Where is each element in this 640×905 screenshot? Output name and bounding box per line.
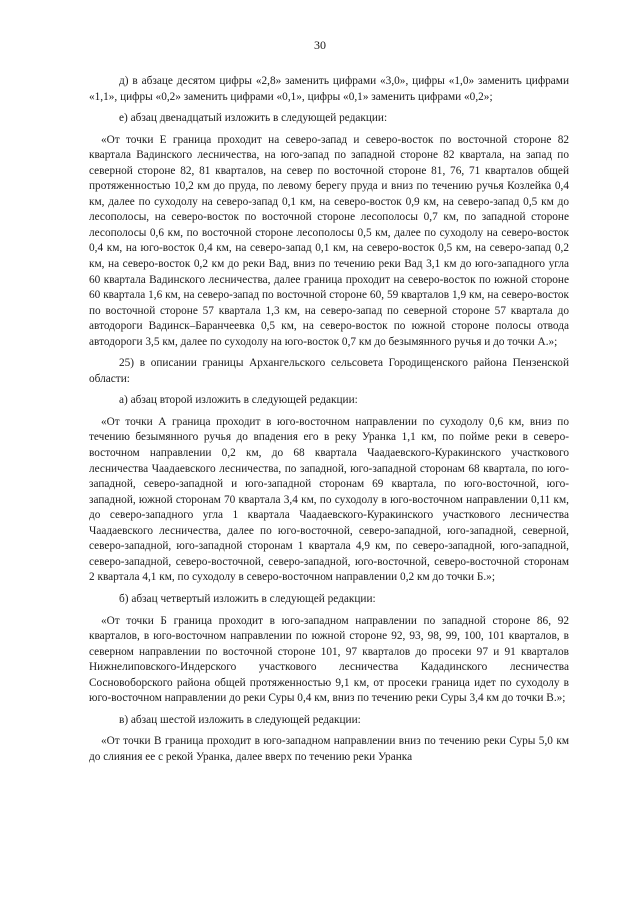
page-number: 30 xyxy=(314,38,326,52)
document-body xyxy=(89,74,569,765)
paragraph-item-v: в) абзац шестой изложить в следующей редакции: xyxy=(119,713,361,726)
paragraph-item-d: д) в абзаце десятом цифры «2,8» заменить цифрами «3,0», цифры «1,0» заменить цифрами «1,1», цифры «0,2» заменить цифрами «0,1», цифры «0,1» заменить цифрами «0,2»; xyxy=(89,75,569,103)
paragraph-quote-point-e: «От точки Е граница проходит на северо-запад и северо-восток по восточной стороне 82 квартала Вадинского лесничества, на юго-запад по западной стороне 82 квартала, на запад по северной стороне 82, 81 кварталов, на север по восточной стороне 81, 76, 71 кварталов общей протяженностью 10,2 км до пруда, по левому берегу пруда и вниз по течению ручья Козлейка 0,4 км, далее по суходолу на северо-запад 0,1 км, на северо-восток 0,9 км, на северо-запад 0,5 км до лесополосы, на северо-восток по восточной стороне лесополосы 0,7 км, по западной стороне лесополосы 0,6 км, по восточной стороне лесополосы 0,5 км, далее по суходолу на северо-восток 0,4 км, на юго-восток 0,4 км, на северо-запад 0,1 км, на северо-восток 0,5 км, на северо-запад 0,2 км, на северо-восток 0,2 км до реки Вад, вниз по течению реки Вад 3,1 км до юго-западного угла 60 квартала Вадинского лесничества, далее граница проходит на северо-восток по южной стороне 60 квартала 1,6 км, на северо-запад по восточной стороне 60, 59 кварталов 1,9 км, на северо-восток по восточной стороне 57 квартала 1,3 км, на северо-запад по северной стороне 57 квартала до автодороги Вадинск–Баранчеевка 0,5 км, на северо-восток по южной стороне полосы отвода автодороги 3,5 км, далее по суходолу на юго-восток 0,7 км до безымянного ручья и до точки А.»; xyxy=(89,133,569,348)
paragraph-item-e: е) абзац двенадцатый изложить в следующей редакции: xyxy=(119,112,388,125)
paragraph-quote-point-v: «От точки В граница проходит в юго-западном направлении вниз по течению реки Суры 5,0 км до слияния ее с рекой Уранка, далее вверх по течению реки Уранка xyxy=(89,735,569,763)
paragraph-quote-point-a: «От точки А граница проходит в юго-восточном направлении по суходолу 0,6 км, вниз по течению безымянного ручья до впадения его в реку Уранка 1,1 км, по пойме реки в северо-восточном направлении 0,2 км, до 68 квартала Чаадаевского-Куракинского участкового лесничества Чаадаевского лесничества, по западной, юго-западной сторонам 68 квартала, по юго-западной, северо-западной и юго-западной сторонам 69 квартала, по юго-восточной, юго-западной, южной сторонам 70 квартала 3,4 км, по суходолу в юго-восточном направлении 0,11 км, до северо-западного угла 1 квартала Чаадаевского-Куракинского участкового лесничества Чаадаевского лесничества, далее по юго-восточной, северо-западной, юго-западной, северной, северо-западной, юго-западной сторонам 1 квартала 4,9 км, по северо-западной, юго-западной, северо-западной, северо-восточной, северо-западной, юго-восточной, северо-восточной сторонам 2 квартала 4,1 км, по суходолу в северо-восточном направлении 0,2 км до точки Б.»; xyxy=(89,415,569,584)
paragraph-item-a: а) абзац второй изложить в следующей редакции: xyxy=(119,394,358,407)
paragraph-quote-point-b: «От точки Б граница проходит в юго-западном направлении по западной стороне 86, 92 кварталов, в юго-восточном направлении по южной стороне 92, 93, 98, 99, 100, 101 кварталов, в северном направлении по восточной стороне 101, 97 кварталов до просеки 97 и 91 кварталов Нижнелиповского-Индерского участкового лесничества Кададинского лесничества Сосновоборского района общей протяженностью 9,1 км, от просеки граница идет по суходолу в юго-восточном направлении до реки Суры 0,4 км, вниз по течению реки Суры 3,4 км до точки В.»; xyxy=(89,614,569,705)
paragraph-item-25: 25) в описании границы Архангельского сельсовета Городищенского района Пензенской области: xyxy=(89,357,569,385)
paragraph-item-b: б) абзац четвертый изложить в следующей редакции: xyxy=(119,592,376,605)
